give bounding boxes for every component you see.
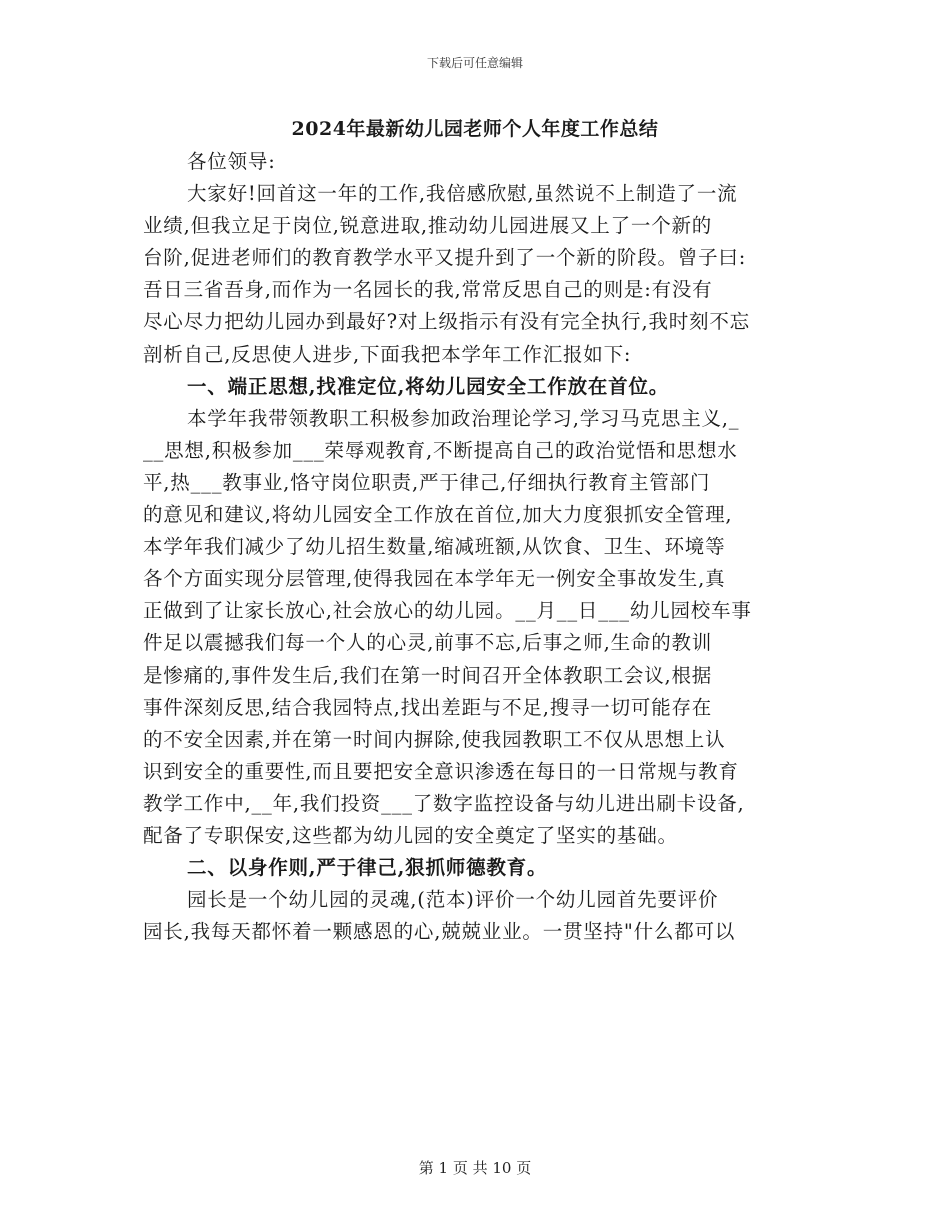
paragraph-line: 教学工作中,__年,我们投资___了数字监控设备与幼儿进出刷卡设备,: [143, 791, 745, 815]
header-note: 下载后可任意编辑: [426, 56, 523, 70]
paragraph-line: __思想,积极参加___荣辱观教育,不断提高自己的政治觉悟和思想水: [143, 438, 738, 462]
paragraph-line: 园长,我每天都怀着一颗感恩的心,兢兢业业。一贯坚持"什么都可以: [143, 920, 736, 944]
section-heading-2: 二、以身作则,严于律己,狠抓师德教育。: [187, 856, 548, 880]
document-body: [143, 146, 815, 948]
paragraph-line: 各个方面实现分层管理,使得我园在本学年无一例安全事故发生,真: [143, 567, 726, 591]
paragraph-line: 园长是一个幼儿园的灵魂,(范本)评价一个幼儿园首先要评价: [187, 888, 719, 912]
paragraph-line: 的意见和建议,将幼儿园安全工作放在首位,加大力度狠抓安全管理,: [143, 503, 733, 527]
paragraph-line: 配备了专职保安,这些都为幼儿园的安全奠定了坚实的基础。: [143, 823, 678, 847]
paragraph-line: 大家好!回首这一年的工作,我倍感欣慰,虽然说不上制造了一流: [187, 182, 738, 206]
paragraph-line: 台阶,促进老师们的教育教学水平又提升到了一个新的阶段。曾子曰:: [143, 246, 747, 270]
paragraph-line: 平,热___教事业,恪守岗位职责,严于律己,仔细执行教育主管部门: [143, 470, 711, 494]
paragraph-line: 识到安全的重要性,而且要把安全意识渗透在每日的一日常规与教育: [143, 759, 739, 783]
paragraph-line: 是惨痛的,事件发生后,我们在第一时间召开全体教职工会议,根据: [143, 663, 713, 687]
salutation-line: 各位领导:: [187, 150, 276, 173]
paragraph-line: 尽心尽力把幼儿园办到最好?对上级指示有没有完全执行,我时刻不忘: [143, 310, 750, 334]
paragraph-line: 业绩,但我立足于岗位,锐意进取,推动幼儿园进展又上了一个新的: [143, 214, 713, 238]
paragraph-line: 本学年我带领教职工积极参加政治理论学习,学习马克思主义,_: [187, 406, 740, 430]
paragraph-line: 剖析自己,反思使人进步,下面我把本学年工作汇报如下:: [143, 342, 632, 366]
paragraph-line: 事件深刻反思,结合我园特点,找出差距与不足,搜寻一切可能存在: [143, 695, 713, 719]
paragraph-line: 吾日三省吾身,而作为一名园长的我,常常反思自己的则是:有没有: [143, 278, 713, 302]
page-footer: 第 1 页 共 10 页: [418, 1159, 532, 1177]
paragraph-line: 的不安全因素,并在第一时间内摒除,使我园教职工不仅从思想上认: [143, 727, 726, 751]
section-heading-1: 一、端正思想,找准定位,将幼儿园安全工作放在首位。: [187, 374, 670, 398]
document-title: 2024年最新幼儿园老师个人年度工作总结: [291, 118, 659, 140]
paragraph-line: 正做到了让家长放心,社会放心的幼儿园。__月__日___幼儿园校车事: [143, 599, 752, 623]
paragraph-line: 本学年我们减少了幼儿招生数量,缩减班额,从饮食、卫生、环境等: [143, 535, 726, 559]
paragraph-line: 件足以震撼我们每一个人的心灵,前事不忘,后事之师,生命的教训: [143, 631, 713, 655]
